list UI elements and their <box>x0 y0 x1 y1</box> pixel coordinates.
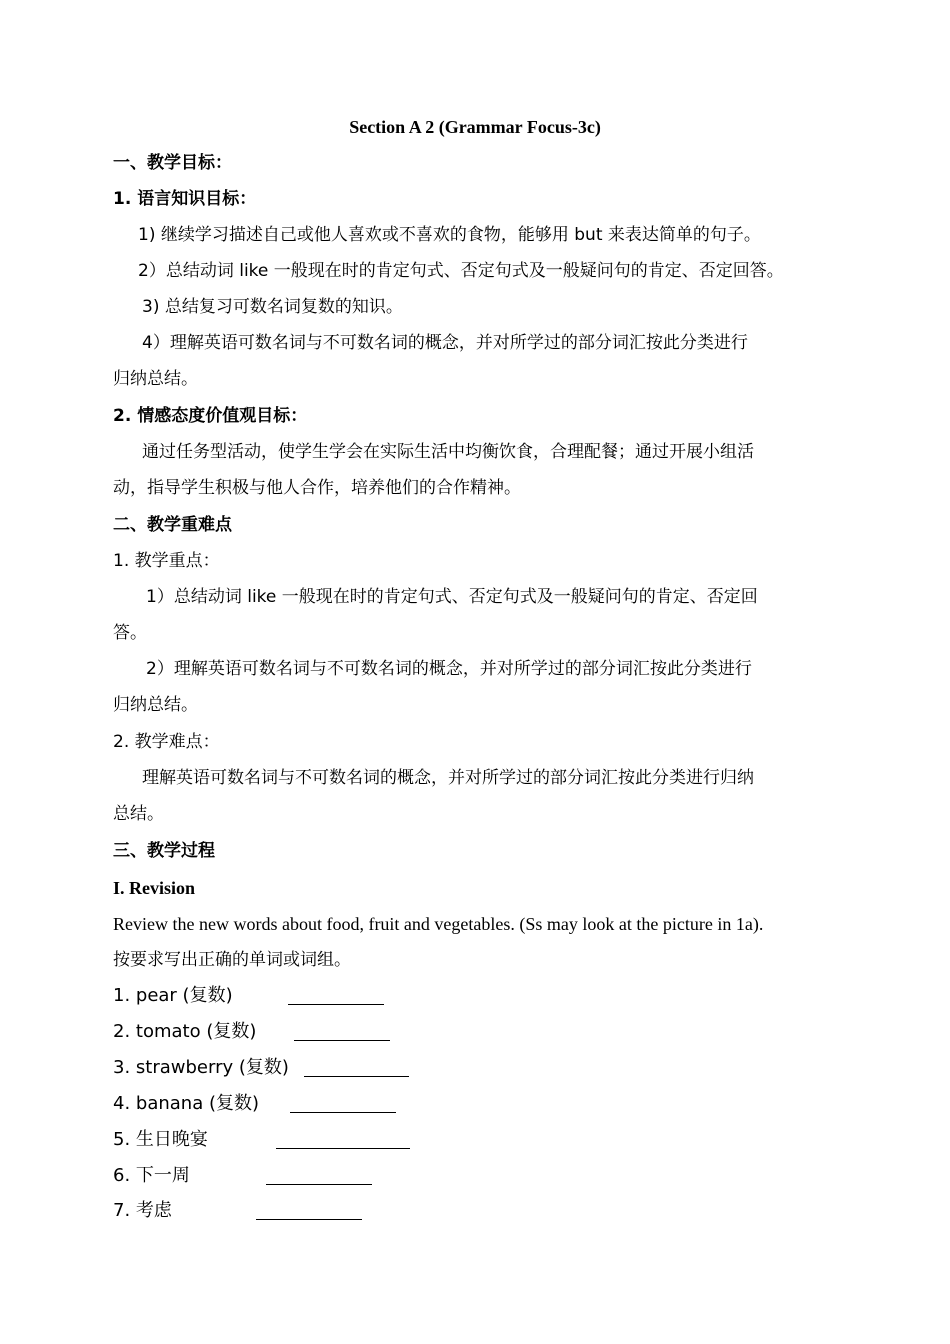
knowledge-heading: 1. 语言知识目标： <box>113 189 257 209</box>
knowledge-item: 归纳总结。 <box>113 369 198 389</box>
emotion-text: 动，指导学生积极与他人合作，培养他们的合作精神。 <box>113 478 521 498</box>
focus-label: 1. 教学重点： <box>113 551 220 571</box>
answer-blank[interactable] <box>290 1112 396 1113</box>
exercise-label: 7. 考虑 <box>113 1200 172 1221</box>
revision-text: Review the new words about food, fruit and vegetables. (Ss may look at the picture in 1a). <box>113 914 764 934</box>
exercise-label: 4. banana (复数) <box>113 1093 259 1114</box>
answer-blank[interactable] <box>304 1076 409 1077</box>
focus-item: 1）总结动词 like 一般现在时的肯定句式、否定句式及一般疑问句的肯定、否定回 <box>146 587 758 607</box>
focus-item: 答。 <box>113 623 147 643</box>
answer-blank[interactable] <box>266 1184 372 1185</box>
difficulty-text: 理解英语可数名词与不可数名词的概念，并对所学过的部分词汇按此分类进行归纳 <box>142 768 754 788</box>
answer-blank[interactable] <box>276 1148 410 1149</box>
page-title: Section A 2 (Grammar Focus-3c) <box>349 117 601 137</box>
knowledge-item: 1) 继续学习描述自己或他人喜欢或不喜欢的食物，能够用 but 来表达简单的句子。 <box>138 225 761 245</box>
exercise-label: 1. pear (复数) <box>113 985 233 1006</box>
instruction-text: 按要求写出正确的单词或词组。 <box>113 950 351 970</box>
focus-item: 归纳总结。 <box>113 695 198 715</box>
knowledge-item: 3) 总结复习可数名词复数的知识。 <box>142 297 403 317</box>
knowledge-item: 4）理解英语可数名词与不可数名词的概念，并对所学过的部分词汇按此分类进行 <box>142 333 748 353</box>
exercise-label: 6. 下一周 <box>113 1165 190 1186</box>
exercise-label: 5. 生日晚宴 <box>113 1129 208 1150</box>
difficulty-text: 总结。 <box>113 804 164 824</box>
emotion-text: 通过任务型活动，使学生学会在实际生活中均衡饮食，合理配餐；通过开展小组活 <box>142 442 754 462</box>
process-heading: 三、教学过程 <box>113 841 215 861</box>
exercise-label: 2. tomato (复数) <box>113 1021 257 1042</box>
answer-blank[interactable] <box>256 1219 362 1220</box>
difficulty-label: 2. 教学难点： <box>113 732 220 752</box>
focus-item: 2）理解英语可数名词与不可数名词的概念，并对所学过的部分词汇按此分类进行 <box>146 659 752 679</box>
answer-blank[interactable] <box>288 1004 384 1005</box>
exercise-label: 3. strawberry (复数) <box>113 1057 289 1078</box>
objectives-heading: 一、教学目标： <box>113 153 232 173</box>
revision-heading: I. Revision <box>113 878 196 898</box>
knowledge-item: 2）总结动词 like 一般现在时的肯定句式、否定句式及一般疑问句的肯定、否定回答。 <box>138 261 784 281</box>
answer-blank[interactable] <box>294 1040 390 1041</box>
emotion-heading: 2. 情感态度价值观目标： <box>113 406 308 426</box>
keypoints-heading: 二、教学重难点 <box>113 515 232 535</box>
